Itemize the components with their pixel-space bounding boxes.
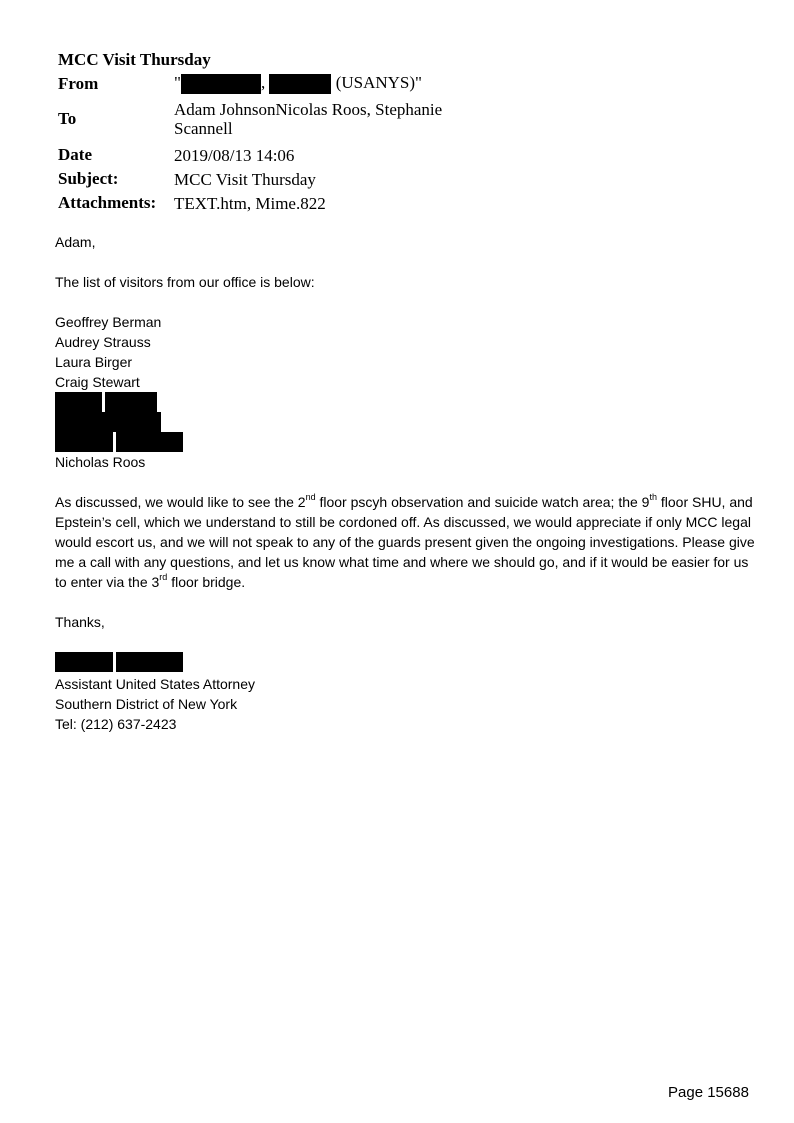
signature-title: Assistant United States Attorney [55, 676, 255, 692]
subject-row [58, 167, 474, 191]
from-label: From [58, 73, 99, 93]
visitor-item: Geoffrey Berman [55, 314, 162, 330]
redaction-block [116, 432, 183, 452]
intro-line: The list of visitors from our office is below: [55, 274, 315, 290]
paragraph-text: floor SHU, and Epstein’s cell, which we understand to still be cordoned off. As discussed, we would appreciate if only MCC legal would escort us, and we will not speak to any of the guards present given the ongoing investigations. Please give me a call with any questions, and let us know what time and where we should go, and if it would be easier for us to enter via the 3 [55, 494, 755, 590]
ordinal-suffix: th [649, 492, 657, 503]
signature-phone: Tel: (212) 637-2423 [55, 716, 177, 732]
paragraph-text: floor bridge. [167, 574, 246, 590]
greeting: Adam, [55, 234, 96, 250]
redaction-block [116, 652, 183, 672]
redaction-block [55, 432, 113, 452]
ordinal-suffix: nd [305, 492, 316, 503]
visitor-item: Laura Birger [55, 354, 133, 370]
email-title: MCC Visit Thursday [58, 50, 211, 69]
from-value [174, 73, 474, 94]
to-value: Adam JohnsonNicolas Roos, Stephanie Scannell [174, 100, 443, 138]
redaction-block [181, 74, 261, 94]
attachments-label: Attachments: [58, 193, 157, 212]
from-comma: , [260, 72, 266, 92]
from-row [58, 72, 474, 95]
visitor-item: Audrey Strauss [55, 334, 151, 350]
to-label: To [58, 109, 77, 128]
date-value: 2019/08/13 14:06 [174, 145, 295, 165]
from-org: (USANYS)" [335, 72, 422, 92]
redaction-block [269, 74, 331, 94]
visitor-item: Craig Stewart [55, 374, 140, 390]
ordinal-suffix: rd [159, 572, 168, 583]
email-header-table [58, 72, 474, 215]
subject-value: MCC Visit Thursday [174, 169, 316, 189]
attachments-value: TEXT.htm, Mime.822 [174, 193, 326, 213]
visitor-list [55, 312, 755, 472]
redaction-block [55, 392, 102, 412]
redaction-block [55, 412, 161, 432]
redacted-signature [55, 652, 755, 674]
redaction-block [105, 392, 157, 412]
closing: Thanks, [55, 614, 105, 630]
to-row [58, 95, 474, 143]
redacted-visitors [55, 392, 755, 452]
redaction-block [55, 652, 113, 672]
date-row [58, 143, 474, 167]
request-paragraph [55, 492, 755, 592]
from-quote: " [174, 72, 181, 92]
page-number: Page 15688 [668, 1084, 749, 1101]
paragraph-text: As discussed, we would like to see the 2 [55, 494, 306, 510]
date-label: Date [58, 145, 92, 164]
signature-block [55, 652, 755, 734]
signature-office: Southern District of New York [55, 696, 238, 712]
email-body [55, 232, 755, 734]
paragraph-text: floor pscyh observation and suicide watch area; the 9 [315, 494, 650, 510]
subject-label: Subject: [58, 169, 119, 188]
visitor-item: Nicholas Roos [55, 454, 146, 470]
attachments-row [58, 191, 474, 215]
